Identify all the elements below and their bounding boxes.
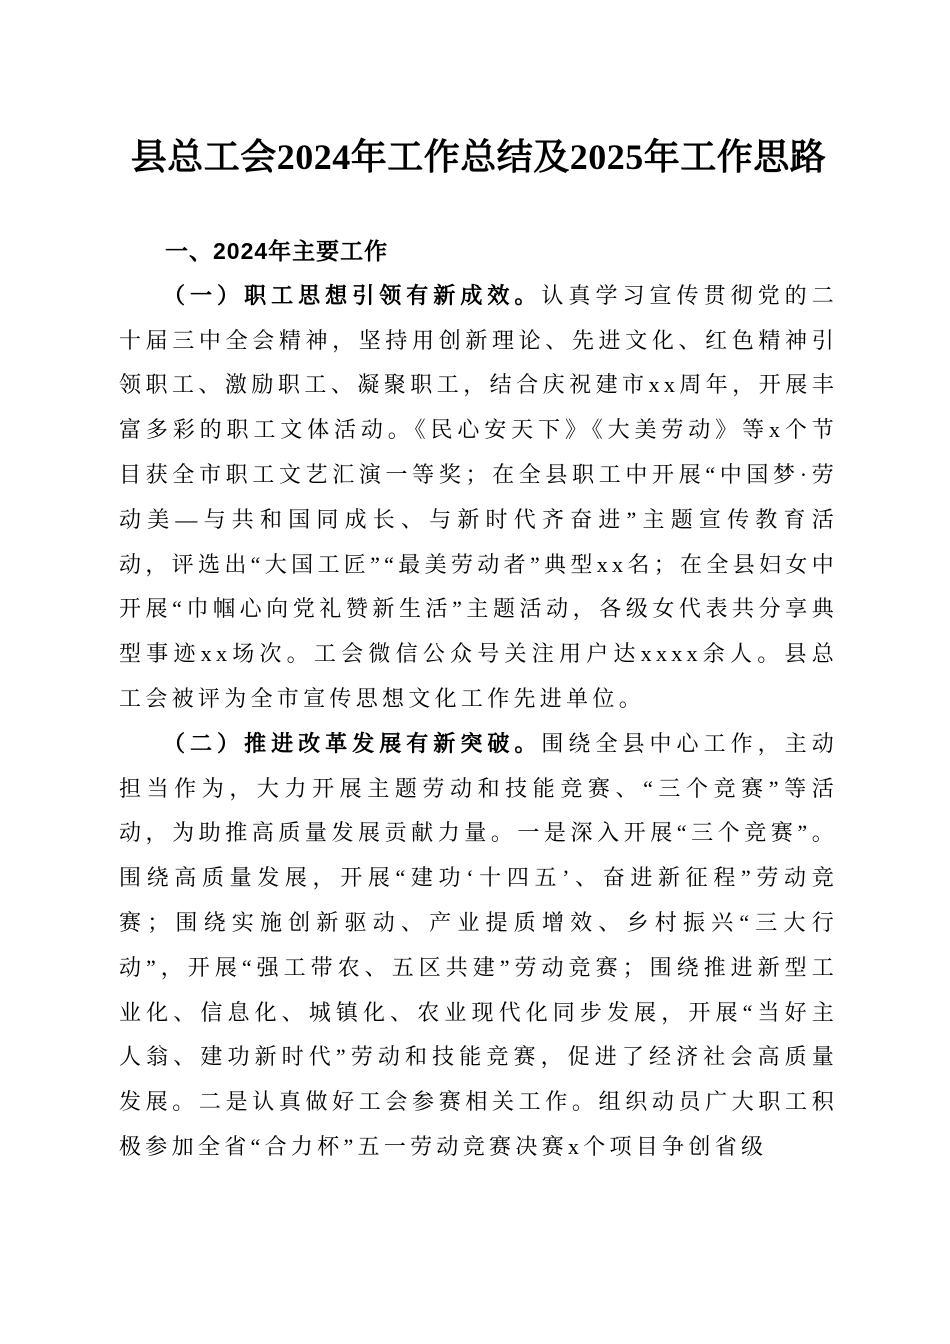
- paragraph-1-lead: （一）职工思想引领有新成效。: [163, 282, 542, 308]
- document-content: [119, 0, 838, 1170]
- document-title: 县总工会2024年工作总结及2025年工作思路: [130, 137, 827, 177]
- section-heading: 一、2024年主要工作: [165, 238, 389, 264]
- paragraph-1: [119, 274, 838, 722]
- paragraph-2-text: 围绕全县中心工作，主动担当作为，大力开展主题劳动和技能竞赛、“三个竞赛”等活动，为助推高质量发展贡献力量。一是深入开展“三个竞赛”。围绕高质量发展，开展“建功‘十四五’、奋进新征程”劳动竞赛；围绕实施创新驱动、产业提质增效、乡村振兴“三大行动”，开展“强工带农、五区共建”劳动竞赛；围绕推进新型工业化、信息化、城镇化、农业现代化同步发展，开展“当好主人翁、建功新时代”劳动和技能竞赛，促进了经济社会高质量发展。二是认真做好工会参赛相关工作。组织动员广大职工积极参加全省“合力杯”五一劳动竞赛决赛x个项目争创省级: [119, 730, 838, 1159]
- paragraph-1-text: 认真学习宣传贯彻党的二十届三中全会精神，坚持用创新理论、先进文化、红色精神引领职工、激励职工、凝聚职工，结合庆祝建市xx周年，开展丰富多彩的职工文体活动。《民心安天下》《大美劳动》等x个节目获全市职工文艺汇演一等奖；在全县职工中开展“中国梦·劳动美—与共和国同成长、与新时代齐奋进”主题宣传教育活动，评选出“大国工匠”“最美劳动者”典型xx名；在全县妇女中开展“巾帼心向党礼赞新生活”主题活动，各级女代表共分享典型事迹xx场次。工会微信公众号关注用户达xxxx余人。县总工会被评为全市宣传思想文化工作先进单位。: [119, 282, 838, 711]
- paragraph-2: [119, 722, 838, 1170]
- paragraph-2-lead: （二）推进改革发展有新突破。: [163, 730, 542, 756]
